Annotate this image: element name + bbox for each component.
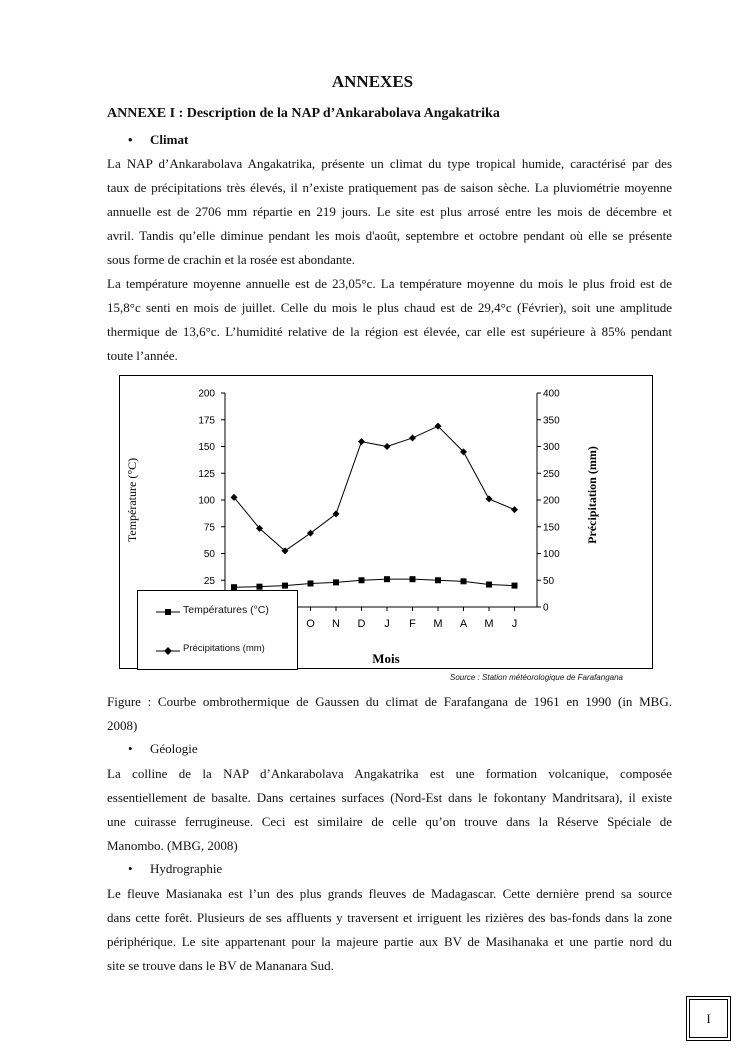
y2-axis-label: Précipitation (mm) <box>585 446 599 544</box>
bullet-icon: • <box>128 861 133 876</box>
temperature-point <box>512 583 518 589</box>
text-line: La NAP d’Ankarabolava Angakatrika, présente un climat du type tropical humide, caractérisé par des <box>107 156 672 171</box>
precipitation-point <box>358 438 365 445</box>
text-line: essentiellement de basalte. Dans certaines surfaces (Nord-Est dans le fokontany Mandritsara), il existe <box>107 790 672 805</box>
x-tick-label: J <box>511 618 518 630</box>
precipitation-point <box>409 434 416 441</box>
precipitation-point <box>384 443 391 450</box>
text-line: Manombo. (MBG, 2008) <box>107 838 238 853</box>
text-line: sous forme de crachin et la rosée est abondante. <box>107 252 355 267</box>
text-line: périphérique. Le site appartenant pour la majeure partie aux BV de Masihanaka et une partie nord du <box>107 934 672 949</box>
y-tick-label: 175 <box>198 415 215 427</box>
text-line: avril. Tandis qu’elle diminue pendant les mois d'août, septembre et octobre pendant où elle se présente <box>107 228 672 243</box>
precipitation-point <box>486 495 493 502</box>
text-line: 2008) <box>107 718 138 733</box>
y-tick-label: 100 <box>198 495 215 507</box>
text-line: La température moyenne annuelle est de 23,05°c. La température moyenne du mois le plus froid est de <box>107 276 672 291</box>
y-tick-label: 150 <box>198 442 215 453</box>
y2-tick-label: 200 <box>543 495 560 507</box>
temperature-point <box>461 578 467 584</box>
y-tick-label: 200 <box>198 388 215 400</box>
y2-tick-label: 250 <box>543 468 560 480</box>
temperature-line <box>234 579 515 587</box>
x-tick-label: A <box>459 618 468 630</box>
temperature-point <box>410 576 416 582</box>
legend-swatches <box>138 591 297 669</box>
legend-marker-square <box>165 609 171 615</box>
text-line: une cuirasse ferrugineuse. Ceci est similaire de celle qu’on trouve dans la Réserve Spéciale de <box>107 814 672 829</box>
hydrographie-paragraph <box>107 882 672 978</box>
legend-label-precipitation: Précipitations (mm) <box>183 643 265 654</box>
temperature-point <box>435 577 441 583</box>
x-tick-label: N <box>332 618 340 630</box>
y2-tick-label: 400 <box>543 388 560 400</box>
text-line: 15,8°c senti en mois de juillet. Celle du mois le plus chaud est de 29,4°c (Février), soit une amplitude <box>107 300 672 315</box>
page-number: I <box>706 1011 711 1026</box>
y2-tick-label: 150 <box>543 522 560 534</box>
x-tick-label: M <box>433 618 443 630</box>
y-tick-label: 125 <box>198 468 215 480</box>
section-heading-geologie-label: Géologie <box>150 741 198 756</box>
precipitation-point <box>511 506 518 513</box>
climat-paragraph-2 <box>107 272 672 368</box>
text-line: dans cette forêt. Plusieurs de ses affluents y traversent et irriguent les rizières des bas-fonds dans la zone <box>107 910 672 925</box>
text-line: site se trouve dans le BV de Mananara Sud. <box>107 958 334 973</box>
x-tick-label: D <box>357 618 366 630</box>
legend-marker-diamond <box>164 647 172 655</box>
section-heading-geologie <box>128 741 198 757</box>
y2-tick-label: 300 <box>543 442 560 453</box>
section-heading-hydrographie <box>128 861 222 877</box>
bullet-icon: • <box>128 132 133 147</box>
y2-tick-label: 50 <box>543 575 555 587</box>
text-line: toute l’année. <box>107 348 178 363</box>
chart-legend <box>137 590 298 670</box>
x-tick-label: O <box>306 618 315 630</box>
geologie-paragraph <box>107 762 672 858</box>
x-tick-label: F <box>409 618 416 630</box>
chart-source: Source : Station météorologique de Farafangana <box>450 673 624 682</box>
section-heading-climat <box>128 132 188 148</box>
text-line: Figure : Courbe ombrothermique de Gaussen du climat de Farafangana de 1961 en 1990 (in MBG. <box>107 694 672 709</box>
y-tick-label: 75 <box>203 522 215 534</box>
y2-tick-label: 100 <box>543 549 560 560</box>
page-number-box <box>686 996 731 1041</box>
y2-tick-label: 0 <box>543 602 549 614</box>
annex-heading: ANNEXE I : Description de la NAP d’Ankarabolava Angakatrika <box>107 106 500 121</box>
section-heading-hydrographie-label: Hydrographie <box>150 861 223 876</box>
temperature-point <box>282 583 288 589</box>
x-tick-label: J <box>384 618 390 630</box>
section-heading-climat-label: Climat <box>150 132 189 147</box>
climat-paragraph-1 <box>107 152 672 272</box>
temperature-point <box>384 576 390 582</box>
legend-label-temperature: Températures (°C) <box>183 604 269 616</box>
text-line: taux de précipitations très élevés, il n’existe pratiquement pas de saison sèche. La pluviométrie moyenne <box>107 180 672 195</box>
bullet-icon: • <box>128 741 133 756</box>
text-line: thermique de 13,6°c. L’humidité relative de la région est élevée, car elle est supérieure à 85% pendant <box>107 324 672 339</box>
temperature-point <box>486 582 492 588</box>
temperature-point <box>333 579 339 585</box>
text-line: annuelle est de 2706 mm répartie en 219 jours. Le site est plus arrosé entre les mois de décembre et <box>107 204 672 219</box>
temperature-point <box>257 584 263 590</box>
figure-caption <box>107 690 672 738</box>
temperature-point <box>308 580 314 586</box>
temperature-point <box>359 577 365 583</box>
y-axis-label: Température (°C) <box>125 457 139 543</box>
x-tick-label: M <box>484 618 494 630</box>
precipitation-line <box>234 426 515 551</box>
text-line: Le fleuve Masianaka est l’un des plus grands fleuves de Madagascar. Cette dernière prend sa source <box>107 886 672 901</box>
y-tick-label: 50 <box>203 549 215 560</box>
y2-tick-label: 350 <box>543 415 560 427</box>
y-tick-label: 25 <box>203 575 215 587</box>
x-axis-label: Mois <box>372 651 400 666</box>
page-title: ANNEXES <box>331 72 414 91</box>
text-line: La colline de la NAP d’Ankarabolava Angakatrika est une formation volcanique, composée <box>107 766 672 781</box>
